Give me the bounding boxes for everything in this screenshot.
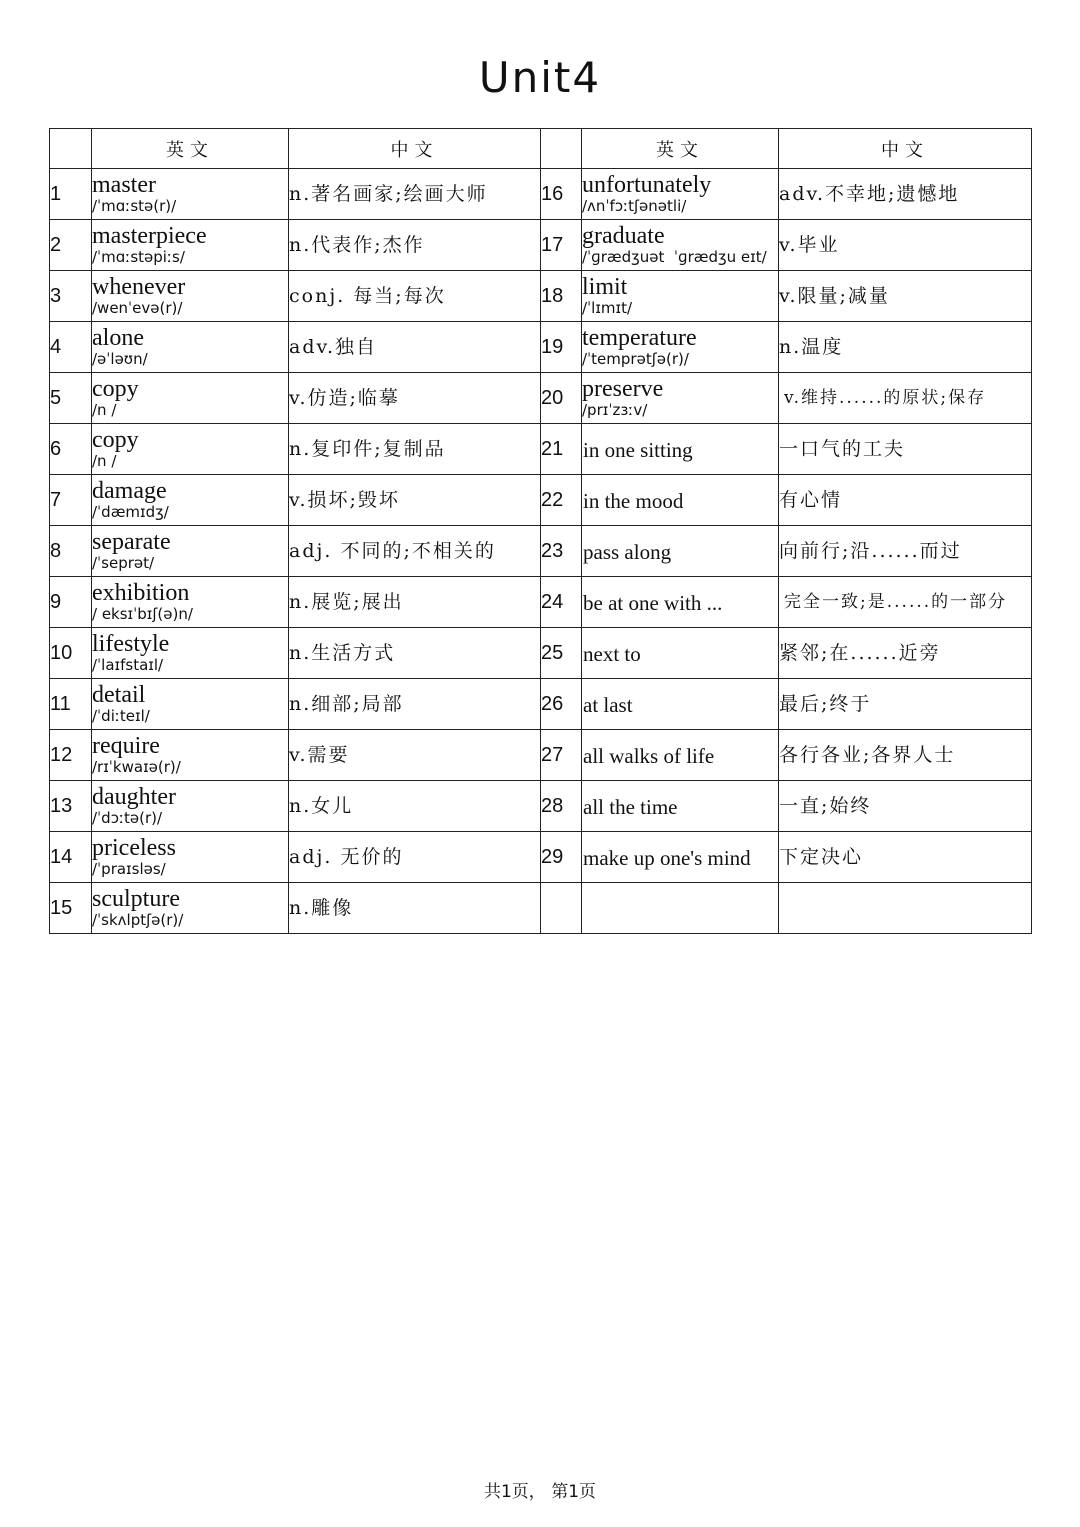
entry-number: 19: [541, 322, 582, 373]
english-phrase: in the mood: [583, 488, 684, 513]
english-word: lifestyle: [92, 631, 170, 657]
chinese-meaning: 完全一致;是......的一部分: [779, 577, 1032, 628]
entry-number: 22: [541, 475, 582, 526]
entry-number: 17: [541, 220, 582, 271]
chinese-meaning: n.著名画家;绘画大师: [289, 169, 541, 220]
phonetic: /ˈlɪmɪt/: [582, 299, 633, 317]
english-cell: [582, 169, 779, 220]
header-chinese-left: 中文: [289, 129, 541, 169]
english-cell: [92, 679, 289, 730]
page-title: Unit4: [478, 53, 602, 102]
english-cell: [92, 475, 289, 526]
english-word: priceless: [92, 835, 176, 861]
phonetic: /ˈdæmɪdʒ/: [92, 503, 169, 521]
english-phrase: be at one with ...: [583, 590, 723, 615]
chinese-meaning: v.限量;减量: [779, 271, 1032, 322]
chinese-meaning: 最后;终于: [779, 679, 1032, 730]
english-cell: [92, 628, 289, 679]
english-cell: [582, 832, 779, 883]
english-phrase: all walks of life: [583, 743, 715, 768]
entry-number: 11: [50, 679, 92, 730]
table-row: [50, 628, 1032, 679]
entry-number: 27: [541, 730, 582, 781]
table-row: [50, 832, 1032, 883]
chinese-meaning: n.细部;局部: [289, 679, 541, 730]
table-row: [50, 220, 1032, 271]
english-cell: [582, 322, 779, 373]
english-cell: [92, 322, 289, 373]
phonetic: /əˈləʊn/: [92, 350, 148, 368]
english-cell: [92, 832, 289, 883]
english-cell: [582, 424, 779, 475]
entry-number: 21: [541, 424, 582, 475]
chinese-meaning: adv.独自: [289, 322, 541, 373]
vocab-table: [49, 128, 1032, 934]
chinese-meaning: adv.不幸地;遗憾地: [779, 169, 1032, 220]
chinese-meaning: 下定决心: [779, 832, 1032, 883]
entry-number: 26: [541, 679, 582, 730]
english-word: master: [92, 172, 156, 198]
entry-number: 28: [541, 781, 582, 832]
chinese-meaning: n.雕像: [289, 883, 541, 934]
english-word: unfortunately: [582, 172, 712, 198]
entry-number: 10: [50, 628, 92, 679]
english-word: alone: [92, 325, 144, 351]
english-word: separate: [92, 529, 171, 555]
table-row: [50, 424, 1032, 475]
chinese-meaning: v.毕业: [779, 220, 1032, 271]
chinese-meaning: 有心情: [779, 475, 1032, 526]
table-header-row: [50, 129, 1032, 169]
english-word: damage: [92, 478, 167, 504]
phonetic: /n /: [92, 452, 117, 470]
english-cell: [92, 424, 289, 475]
phonetic: /prɪˈzɜːv/: [582, 401, 648, 419]
chinese-meaning: n.复印件;复制品: [289, 424, 541, 475]
table-row: [50, 577, 1032, 628]
chinese-meaning: v.损坏;毁坏: [289, 475, 541, 526]
table-row: [50, 526, 1032, 577]
phonetic: /ˈɡrædʒuət ˈɡrædʒu eɪt/: [582, 248, 767, 266]
english-cell: [92, 526, 289, 577]
chinese-meaning: n.生活方式: [289, 628, 541, 679]
table-row: [50, 373, 1032, 424]
english-cell: [582, 730, 779, 781]
phonetic: /ˈtemprətʃə(r)/: [582, 350, 689, 368]
header-english-right: 英文: [582, 129, 779, 169]
english-cell: [582, 781, 779, 832]
english-cell: [92, 271, 289, 322]
english-word: require: [92, 733, 160, 759]
english-word: detail: [92, 682, 146, 708]
english-phrase: next to: [583, 641, 641, 666]
chinese-meaning: 各行各业;各界人士: [779, 730, 1032, 781]
page-footer: 共1页， 第1页: [483, 1482, 597, 1502]
english-cell: [582, 577, 779, 628]
entry-number: 13: [50, 781, 92, 832]
entry-number: 2: [50, 220, 92, 271]
chinese-meaning: [779, 883, 1032, 934]
entry-number: 7: [50, 475, 92, 526]
chinese-meaning: n.女儿: [289, 781, 541, 832]
entry-number: 5: [50, 373, 92, 424]
entry-number: 18: [541, 271, 582, 322]
english-phrase: at last: [583, 692, 633, 717]
english-cell: [582, 475, 779, 526]
phonetic: /ˈmɑːstəpiːs/: [92, 248, 185, 266]
vocab-body: [50, 169, 1032, 934]
table-row: [50, 322, 1032, 373]
english-word: temperature: [582, 325, 697, 351]
entry-number: 16: [541, 169, 582, 220]
chinese-meaning: n.温度: [779, 322, 1032, 373]
english-phrase: in one sitting: [583, 437, 693, 462]
english-word: sculpture: [92, 886, 180, 912]
chinese-meaning: v.需要: [289, 730, 541, 781]
chinese-meaning: v.维持......的原状;保存: [779, 373, 1032, 424]
table-row: [50, 169, 1032, 220]
english-cell: [582, 679, 779, 730]
english-word: copy: [92, 427, 139, 453]
english-cell: [582, 628, 779, 679]
chinese-meaning: n.代表作;杰作: [289, 220, 541, 271]
table-row: [50, 781, 1032, 832]
table-row: [50, 730, 1032, 781]
entry-number: 9: [50, 577, 92, 628]
entry-number: 8: [50, 526, 92, 577]
table-row: [50, 475, 1032, 526]
chinese-meaning: 一直;始终: [779, 781, 1032, 832]
entry-number: 29: [541, 832, 582, 883]
chinese-meaning: conj. 每当;每次: [289, 271, 541, 322]
entry-number: 4: [50, 322, 92, 373]
header-english-left: 英文: [92, 129, 289, 169]
phonetic: /ˈmɑːstə(r)/: [92, 197, 177, 215]
chinese-meaning: 一口气的工夫: [779, 424, 1032, 475]
entry-number: 24: [541, 577, 582, 628]
english-cell: [582, 271, 779, 322]
entry-number: 1: [50, 169, 92, 220]
phonetic: /ˈdɔːtə(r)/: [92, 809, 163, 827]
english-cell: [92, 373, 289, 424]
table-row: [50, 679, 1032, 730]
phonetic: /n /: [92, 401, 117, 419]
english-word: exhibition: [92, 580, 190, 606]
entry-number: 6: [50, 424, 92, 475]
entry-number: 25: [541, 628, 582, 679]
english-cell: [582, 883, 779, 934]
english-cell: [92, 169, 289, 220]
entry-number: 20: [541, 373, 582, 424]
chinese-meaning: n.展览;展出: [289, 577, 541, 628]
table-row: [50, 271, 1032, 322]
phonetic: /ˈskʌlptʃə(r)/: [92, 911, 184, 929]
phonetic: / eksɪˈbɪʃ(ə)n/: [92, 605, 193, 623]
phonetic: /ʌnˈfɔːtʃənətli/: [582, 197, 687, 215]
entry-number: 3: [50, 271, 92, 322]
english-word: graduate: [582, 223, 665, 249]
english-cell: [582, 373, 779, 424]
phonetic: /wenˈevə(r)/: [92, 299, 183, 317]
english-cell: [92, 730, 289, 781]
entry-number: 14: [50, 832, 92, 883]
table-row: [50, 883, 1032, 934]
chinese-meaning: v.仿造;临摹: [289, 373, 541, 424]
entry-number: 12: [50, 730, 92, 781]
english-cell: [582, 220, 779, 271]
english-word: copy: [92, 376, 139, 402]
phonetic: /ˈseprət/: [92, 554, 155, 572]
phonetic: /rɪˈkwaɪə(r)/: [92, 758, 181, 776]
english-phrase: pass along: [583, 539, 672, 564]
chinese-meaning: adj. 无价的: [289, 832, 541, 883]
english-cell: [582, 526, 779, 577]
phonetic: /ˈpraɪsləs/: [92, 860, 166, 878]
header-chinese-right: 中文: [779, 129, 1032, 169]
english-phrase: all the time: [583, 794, 678, 819]
english-word: limit: [582, 274, 628, 300]
english-word: masterpiece: [92, 223, 207, 249]
chinese-meaning: 紧邻;在......近旁: [779, 628, 1032, 679]
english-cell: [92, 577, 289, 628]
english-phrase: make up one's mind: [583, 845, 751, 870]
entry-number: 23: [541, 526, 582, 577]
english-word: daughter: [92, 784, 176, 810]
header-blank-right: [541, 129, 582, 169]
english-cell: [92, 883, 289, 934]
chinese-meaning: adj. 不同的;不相关的: [289, 526, 541, 577]
header-blank-left: [50, 129, 92, 169]
english-cell: [92, 220, 289, 271]
entry-number: [541, 883, 582, 934]
english-word: preserve: [582, 376, 664, 402]
english-cell: [92, 781, 289, 832]
chinese-meaning: 向前行;沿......而过: [779, 526, 1032, 577]
entry-number: 15: [50, 883, 92, 934]
english-word: whenever: [92, 274, 186, 300]
phonetic: /ˈdiːteɪl/: [92, 707, 150, 725]
phonetic: /ˈlaɪfstaɪl/: [92, 656, 164, 674]
